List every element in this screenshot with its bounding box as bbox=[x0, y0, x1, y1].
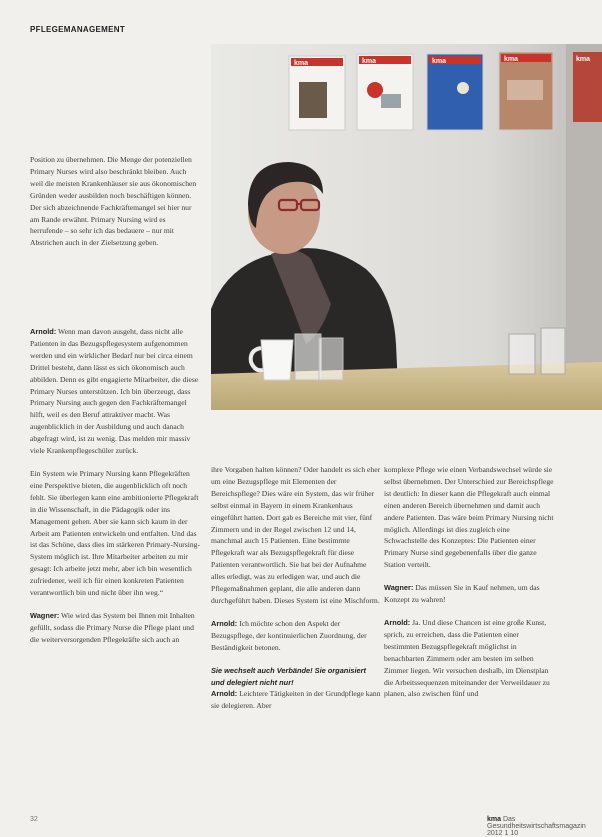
page-number-left: 32 bbox=[30, 816, 38, 823]
speaker-label: Arnold: bbox=[211, 689, 238, 699]
poster-4-label: kma bbox=[504, 56, 519, 63]
glass-4 bbox=[541, 328, 565, 374]
paragraph bbox=[211, 688, 381, 712]
speaker-label: Wagner: bbox=[384, 583, 414, 593]
speaker-label: Arnold: bbox=[211, 618, 238, 628]
paragraph-text: Das müssen Sie in Kauf nehmen, um das Konzept zu wahren! bbox=[384, 583, 540, 605]
paragraph-text: Ich möchte schon den Aspekt der Bezugspflege, der kontinuierlichen Zuordnung, der Beständigkeit betonen. bbox=[211, 618, 367, 652]
paragraph bbox=[30, 610, 200, 646]
poster-2 bbox=[357, 54, 413, 130]
brand-logo: kma bbox=[487, 816, 502, 823]
poster-1 bbox=[289, 56, 345, 130]
paragraph bbox=[211, 618, 381, 654]
column-3 bbox=[384, 464, 554, 711]
speaker-label: Wagner: bbox=[30, 610, 60, 620]
paragraph: komplexe Pflege wie einen Verbandswechsel würde sie selbst übernehmen. Der Unterschied zur Bereichspflege ist deutlich: In dieser kann die Pflegekraft auch einmal einen anderen Bereich übernehmen und damit auch andere Patienten. Das wäre beim Primary Nursing nicht möglich. Allerdings ist dies zugleich eine Schwachstelle des Konzeptes: Die Patienten einer Primary Nurse sind gegebenenfalls über die ganze Station verteilt. bbox=[384, 465, 554, 570]
paragraph-text: Leichtere Tätigkeiten in der Grundpflege kann sie delegieren. Aber bbox=[211, 689, 381, 711]
page-number-right: 1 10 bbox=[504, 830, 519, 837]
interview-photo bbox=[211, 44, 602, 410]
glass-3 bbox=[509, 334, 535, 374]
glass-1 bbox=[295, 334, 321, 380]
question bbox=[211, 665, 381, 689]
poster-4 bbox=[499, 52, 553, 130]
paragraph: Ein System wie Primary Nursing kann Pflegekräften eine Perspektive bieten, die augenblicklich oft noch fehlt. Sie überlegen kann eine ambitionierte Pflegekraft in die Wissenschaft, in die Pädagogik oder ins Management gehen. Aber sie kann sich kaum in der Arbeit am Patienten entwickeln und entfalten. Und das ist das Schöne, dass dies im stärkeren Primary-Nursing-System möglich ist. Ihre Mitarbeiter arbeiten zu mir gesagt: Ich arbeite jetzt mehr, aber ich bin wesentlich zufriedener, weil ich für einen konkreten Patienten verantwortlich bin und nicht über ihn weg.“ bbox=[30, 468, 200, 598]
paragraph-text: Wie wird das System bei Ihnen mit Inhalten gefüllt, sodass die Primary Nurse die Pflege plant und die weiterversorgenden Pflegekräfte sich auch an bbox=[30, 610, 195, 644]
paragraph-text: Wenn man davon ausgeht, dass nicht alle Patienten in das Bezugspflegesystem aufgenommen werden und ein wirklicher Bedarf nur bei circa einem Drittel besteht, dann lässt es sich ökonomisch auch abbilden. Denn es gibt engagierte Mitarbeiter, die diese Primary Nurses unterstützen. Ich bin überzeugt, dass Primary Nursing auch gegen den Fachkräftemangel hilft, weil es den Beruf attraktiver macht. Was augenblicklich in der Ausbildung und auch danach abgefragt wird, ist zu wenig. Das melden mir massiv viele Krankenpflegeschüler zurück. bbox=[30, 327, 199, 456]
paragraph: Position zu übernehmen. Die Menge der potenziellen Primary Nurses wird also beschränkt bleiben. Auch weil die meisten Krankenhäuser sie aus ökonomischen Gründen weder ausbilden noch beschäftigen können. Der sich abzeichnende Fachkräftemangel sei hier nur am Rande erwähnt. Primary Nursing wird es herrufende – so sehr ich das bedauere – nur mit Abstrichen auch in der Zielsetzung geben. bbox=[30, 155, 197, 248]
issue-text: Das Gesundheitswirtschaftsmagazin 2012 bbox=[487, 816, 586, 837]
paragraph: ihre Vorgaben halten können? Oder handelt es sich eher um eine Bezugspflege mit Elementen der Bereichspflege? Dies wäre ein System, das wir früher selbst einmal in Bayern in einem Krankenhaus eingeführt hatten. Dort gab es Bereiche mit vier, fünf Zimmern und in der Regel zwischen 12 und 14, manchmal auch 15 Patienten. Eine bestimmte Pflegekraft war als Bezugspflegekraft für diese Patienten verantwortlich. Sie hat bei der Aufnahme alles erledigt, was zu erledigen war, und auch die Pflegemaßnahmen geplant, die alle anderen dann durchgeführt haben. Dieses System ist eine Mischform. bbox=[211, 465, 381, 605]
paragraph bbox=[384, 582, 554, 606]
paragraph bbox=[384, 617, 554, 700]
poster-2-label: kma bbox=[362, 58, 377, 65]
speaker-label: Arnold: bbox=[30, 327, 57, 336]
footer-credit bbox=[487, 816, 602, 837]
poster-3 bbox=[427, 54, 483, 130]
column-1-bottom bbox=[30, 326, 200, 657]
paragraph-text: Ja. Und diese Chancen ist eine große Kunst, sprich, zu erreichen, dass die Patienten einer bestimmten Bezugspflegekraft möglichst in benachbarten Zimmern oder am besten im selben Zimmer liegen. Wir versuchen deshalb, im Dienstplan die Arbeitssequenzen miteinander der Verweildauer zu planen, also zwischen fünf und bbox=[384, 617, 550, 699]
speaker-label: Arnold: bbox=[384, 617, 411, 627]
poster-5 bbox=[573, 52, 602, 122]
column-2 bbox=[211, 464, 381, 723]
poster-1-label: kma bbox=[294, 60, 309, 67]
section-label: PFLEGEMANAGEMENT bbox=[30, 25, 126, 34]
column-1-top bbox=[30, 154, 200, 260]
glass-2 bbox=[319, 338, 343, 380]
poster-5-label: kma bbox=[576, 56, 591, 63]
paragraph bbox=[30, 326, 200, 457]
poster-3-label: kma bbox=[432, 58, 447, 65]
question-text: Sie wechselt auch Verbände! Sie organisiert und delegiert nicht nur! bbox=[211, 665, 366, 687]
